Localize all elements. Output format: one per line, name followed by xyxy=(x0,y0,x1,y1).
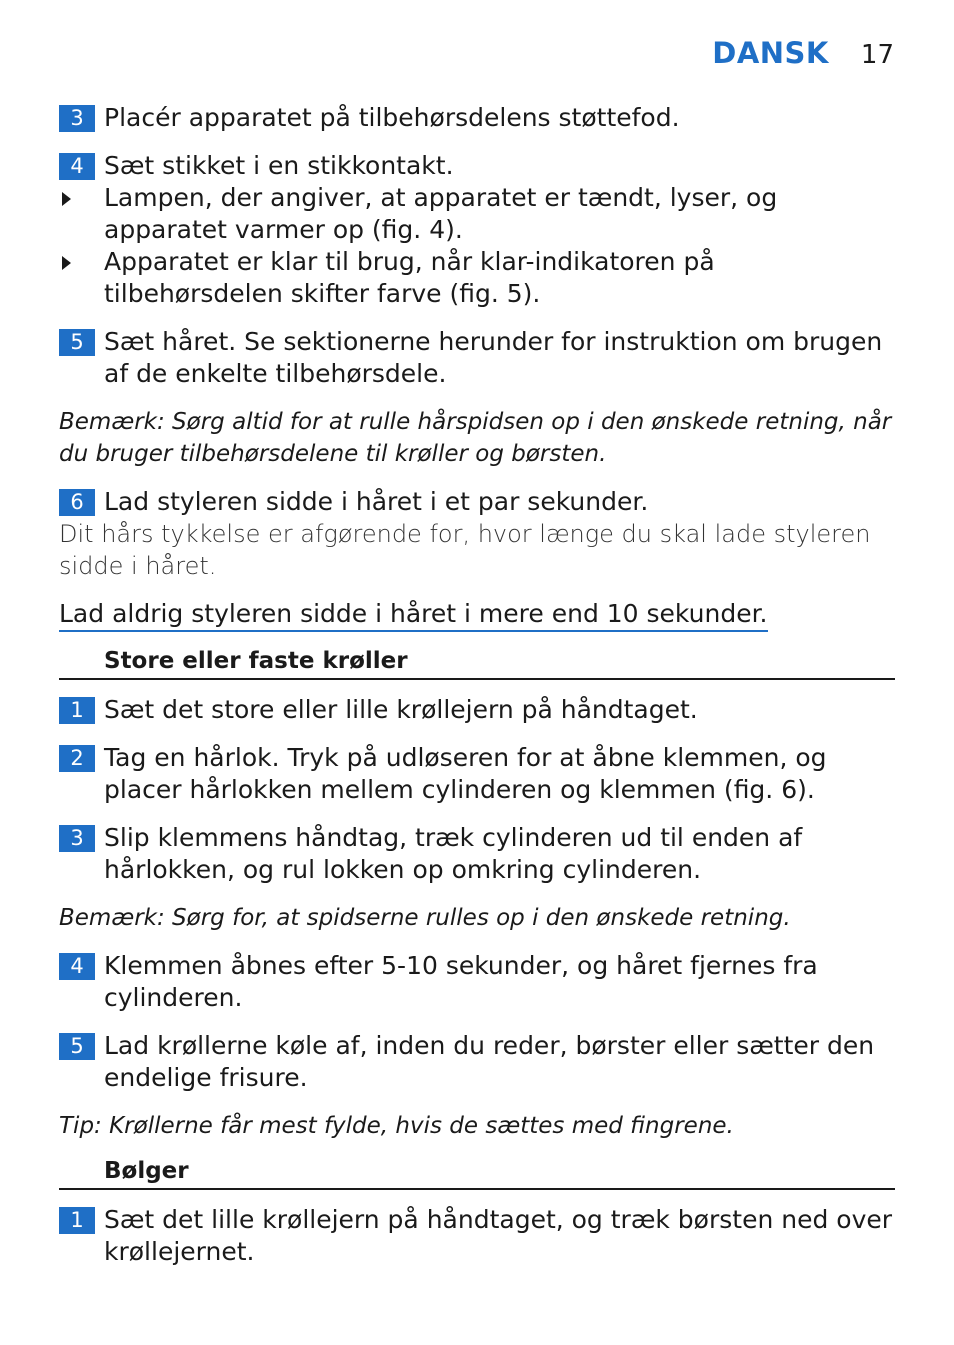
language-label: DANSK xyxy=(712,36,829,70)
step-number-badge: 2 xyxy=(59,745,95,772)
hair-thickness-info: Dit hårs tykkelse er afgørende for, hvor længe du skal lade styleren sidde i håret. xyxy=(59,520,871,580)
step-number-badge: 4 xyxy=(59,153,95,180)
bullet-text: Apparatet er klar til brug, når klar-indikatoren på tilbehørsdelen skifter farve (fig. 5). xyxy=(104,247,715,308)
step-text: Sæt det lille krøllejern på håndtaget, og træk børsten ned over krøllejernet. xyxy=(104,1205,893,1266)
result-bullet-lamp xyxy=(59,182,895,246)
curl-step-3 xyxy=(59,822,895,886)
note-roll-direction: Bemærk: Sørg altid for at rulle hårspidsen op i den ønskede retning, når du bruger tilbehørsdelene til krøller og børsten. xyxy=(59,409,892,467)
step-number-badge: 5 xyxy=(59,1033,95,1060)
curl-step-5 xyxy=(59,1030,895,1094)
result-bullet-ready xyxy=(59,246,895,310)
step-5-style-hair xyxy=(59,326,895,390)
section-heading-curls: Store eller faste krøller xyxy=(59,646,895,680)
step-4-plug-in xyxy=(59,150,895,182)
step-number-badge: 1 xyxy=(59,697,95,724)
step-text: Slip klemmens håndtag, træk cylinderen ud til enden af hårlokken, og rul lokken op omkring cylinderen. xyxy=(104,823,803,884)
step-6-leave-in xyxy=(59,486,895,518)
section-heading-waves: Bølger xyxy=(59,1156,895,1190)
step-text: Sæt det store eller lille krøllejern på håndtaget. xyxy=(104,695,698,724)
curl-step-4 xyxy=(59,950,895,1014)
step-text: Placér apparatet på tilbehørsdelens støttefod. xyxy=(104,103,680,132)
step-text: Lad styleren sidde i håret i et par sekunder. xyxy=(104,487,649,516)
warning-text: Lad aldrig styleren sidde i håret i mere end 10 sekunder. xyxy=(59,598,768,632)
step-number-badge: 3 xyxy=(59,825,95,852)
bullet-text: Lampen, der angiver, at apparatet er tændt, lyser, og apparatet varmer op (fig. 4). xyxy=(104,183,778,244)
step-number-badge: 4 xyxy=(59,953,95,980)
curl-step-1 xyxy=(59,694,895,726)
step-text: Klemmen åbnes efter 5-10 sekunder, og håret fjernes fra cylinderen. xyxy=(104,951,818,1012)
curl-step-2 xyxy=(59,742,895,806)
step-text: Sæt stikket i en stikkontakt. xyxy=(104,151,454,180)
step-3-place xyxy=(59,102,895,134)
manual-content xyxy=(59,102,895,1268)
wave-step-1 xyxy=(59,1204,895,1268)
step-number-badge: 1 xyxy=(59,1207,95,1234)
page-header xyxy=(712,36,894,70)
note-tips-direction: Bemærk: Sørg for, at spidserne rulles op i den ønskede retning. xyxy=(59,905,791,931)
tip-volume: Tip: Krøllerne får mest fylde, hvis de sættes med fingrene. xyxy=(59,1113,734,1139)
step-number-badge: 5 xyxy=(59,329,95,356)
warning-block xyxy=(59,598,895,632)
step-number-badge: 3 xyxy=(59,105,95,132)
step-text: Sæt håret. Se sektionerne herunder for instruktion om brugen af de enkelte tilbehørsdele. xyxy=(104,327,883,388)
triangle-bullet-icon xyxy=(62,192,71,206)
page-number: 17 xyxy=(860,40,894,70)
step-number-badge: 6 xyxy=(59,489,95,516)
step-text: Tag en hårlok. Tryk på udløseren for at åbne klemmen, og placer hårlokken mellem cylinderen og klemmen (fig. 6). xyxy=(104,743,827,804)
triangle-bullet-icon xyxy=(62,256,71,270)
step-text: Lad krøllerne køle af, inden du reder, børster eller sætter den endelige frisure. xyxy=(104,1031,875,1092)
